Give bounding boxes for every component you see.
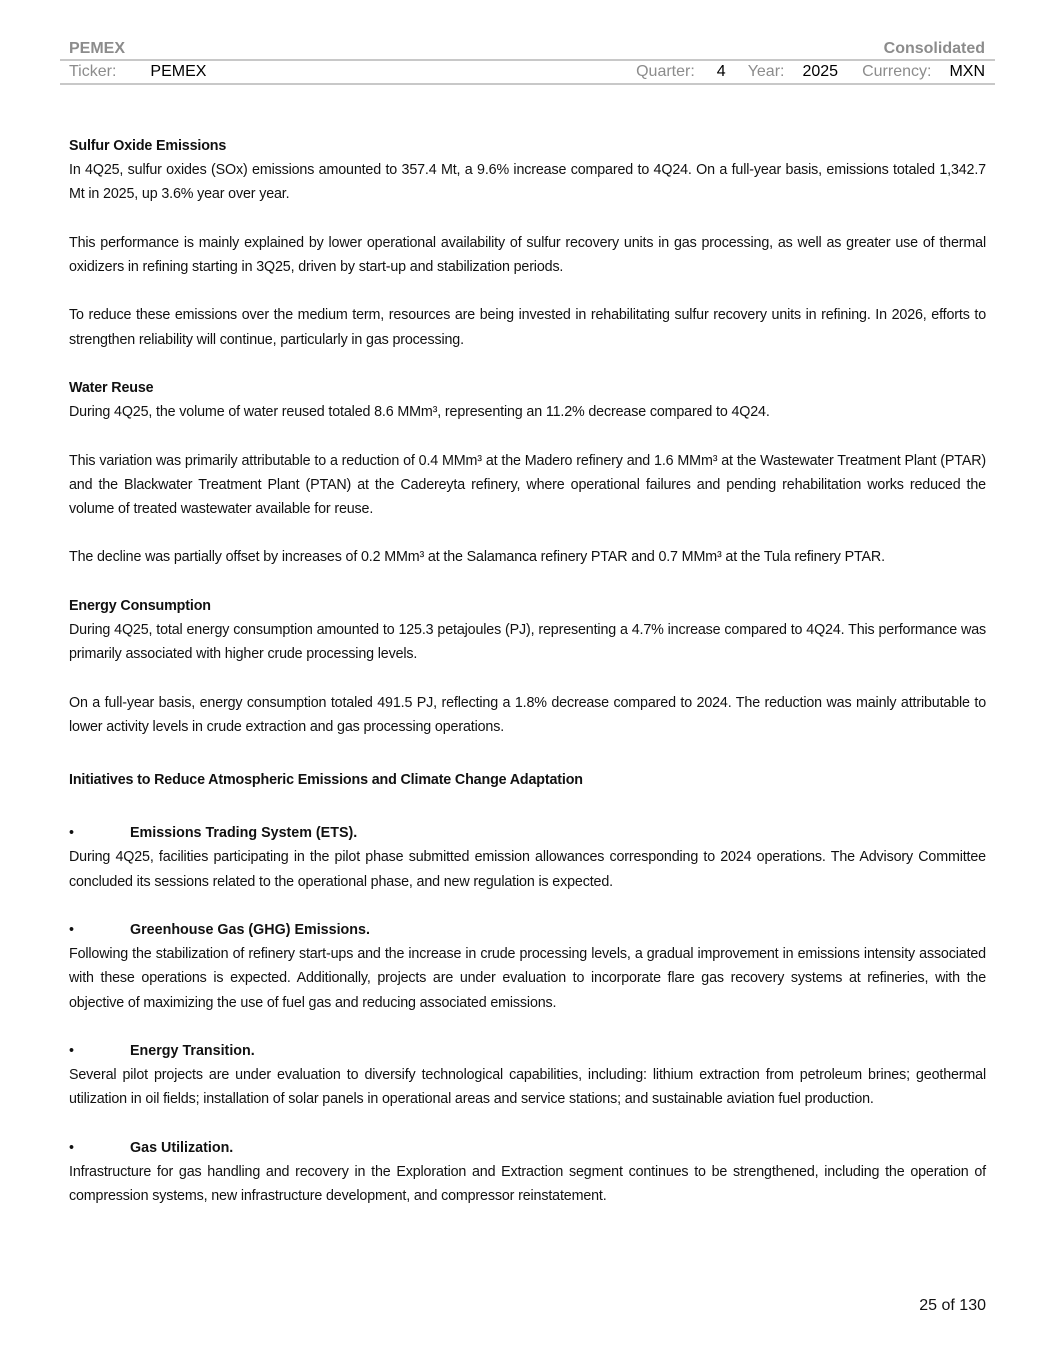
year-label: Year: bbox=[747, 63, 785, 80]
quarter-label: Quarter: bbox=[636, 63, 695, 80]
paragraph: On a full-year basis, energy consumption totaled 491.5 PJ, reflecting a 1.8% decrease compared to 2024. The reduction was mainly attributable to lower activity levels in crude extraction and gas processing operations. bbox=[69, 694, 986, 735]
paragraph: During 4Q25, facilities participating in the pilot phase submitted emission allowances corresponding to 2024 operations. The Advisory Committee concluded its sessions related to the operational phase, and new regulation is expected. bbox=[69, 849, 986, 890]
bullet-icon: • bbox=[69, 1042, 75, 1059]
paragraph: The decline was partially offset by increases of 0.2 MMm³ at the Salamanca refinery PTAR and 0.7 MMm³ at the Tula refinery PTAR. bbox=[69, 549, 885, 566]
paragraph: In 4Q25, sulfur oxides (SOx) emissions amounted to 357.4 Mt, a 9.6% increase compared to 4Q24. On a full-year basis, emissions totaled 1,342.7 Mt in 2025, up 3.6% year over year. bbox=[69, 162, 986, 203]
paragraph: This performance is mainly explained by lower operational availability of sulfur recovery units in gas processing, as well as greater use of thermal oxidizers in refining starting in 3Q25, driven by start-up and stabilization periods. bbox=[69, 234, 986, 275]
section-sulfur-oxide bbox=[69, 134, 986, 352]
section-title: Sulfur Oxide Emissions bbox=[69, 138, 227, 154]
section-initiatives bbox=[69, 768, 986, 1208]
paragraph: During 4Q25, total energy consumption amounted to 125.3 petajoules (PJ), representing a 4.7% increase compared to 4Q24. This performance was primarily associated with higher crude processing levels. bbox=[69, 621, 986, 663]
section-energy-consumption bbox=[69, 594, 986, 739]
paragraph: During 4Q25, the volume of water reused totaled 8.6 MMm³, representing an 11.2% decrease compared to 4Q24. bbox=[69, 404, 770, 421]
bullet-item-gas-utilization bbox=[69, 1136, 986, 1209]
paragraph: This variation was primarily attributable to a reduction of 0.4 MMm³ at the Madero refinery and 1.6 MMm³ at the Wastewater Treatment Plant (PTAR) and the Blackwater Treatment Plant (PTAN) at the Cadereyta refinery, where operational failures and pending rehabilitation works reduced the volume of treated wastewater available for reuse. bbox=[69, 452, 986, 517]
paragraph: Several pilot projects are under evaluation to diversify technological capabilities, including: lithium extraction from petroleum brines; geothermal utilization in oil fields; installation of solar panels in operational areas and service stations; and sustainable aviation fuel production. bbox=[69, 1067, 986, 1108]
page-header bbox=[60, 36, 995, 85]
paragraph: Infrastructure for gas handling and recovery in the Exploration and Extraction segment continues to be strengthened, including the operation of compression systems, new infrastructure development, and compressor reinstatement. bbox=[69, 1163, 986, 1205]
currency-label: Currency: bbox=[862, 63, 932, 80]
section-title: Energy Consumption bbox=[69, 597, 211, 614]
section-water-reuse bbox=[69, 376, 986, 570]
bullet-heading: Emissions Trading System (ETS). bbox=[130, 825, 358, 842]
bullet-heading: Greenhouse Gas (GHG) Emissions. bbox=[130, 921, 370, 938]
paragraph: Following the stabilization of refinery start-ups and the increase in crude processing levels, a gradual improvement in emissions intensity associated with these operations is expected. Additionally, projects are under evaluation to incorporate flare gas recovery systems at refineries, with the objective of maximizing the use of fuel gas and reducing associated emissions. bbox=[69, 946, 986, 1011]
document-body bbox=[69, 134, 986, 1208]
currency-value: MXN bbox=[949, 63, 985, 80]
header-meta-row bbox=[60, 61, 995, 85]
bullet-icon: • bbox=[69, 825, 75, 842]
report-scope: Consolidated bbox=[883, 40, 985, 57]
company-name: PEMEX bbox=[69, 40, 126, 57]
bullet-icon: • bbox=[69, 921, 75, 938]
bullet-item-energy-transition bbox=[69, 1039, 986, 1112]
paragraph: To reduce these emissions over the medium term, resources are being invested in rehabilitating sulfur recovery units in refining. In 2026, efforts to strengthen reliability will continue, particularly in gas processing. bbox=[69, 307, 986, 348]
bullet-icon: • bbox=[69, 1139, 75, 1156]
year-value: 2025 bbox=[802, 63, 839, 80]
ticker-value: PEMEX bbox=[150, 63, 207, 80]
header-title-row bbox=[60, 36, 995, 61]
bullet-item-ets bbox=[69, 821, 986, 894]
section-title: Water Reuse bbox=[69, 379, 154, 396]
quarter-value: 4 bbox=[716, 63, 726, 80]
section-title: Initiatives to Reduce Atmospheric Emissions and Climate Change Adaptation bbox=[69, 771, 583, 788]
bullet-heading: Gas Utilization. bbox=[130, 1139, 234, 1156]
ticker-label: Ticker: bbox=[69, 63, 117, 80]
page-number: 25 of 130 bbox=[919, 1297, 986, 1314]
bullet-item-ghg bbox=[69, 918, 986, 1015]
bullet-heading: Energy Transition. bbox=[130, 1042, 255, 1059]
